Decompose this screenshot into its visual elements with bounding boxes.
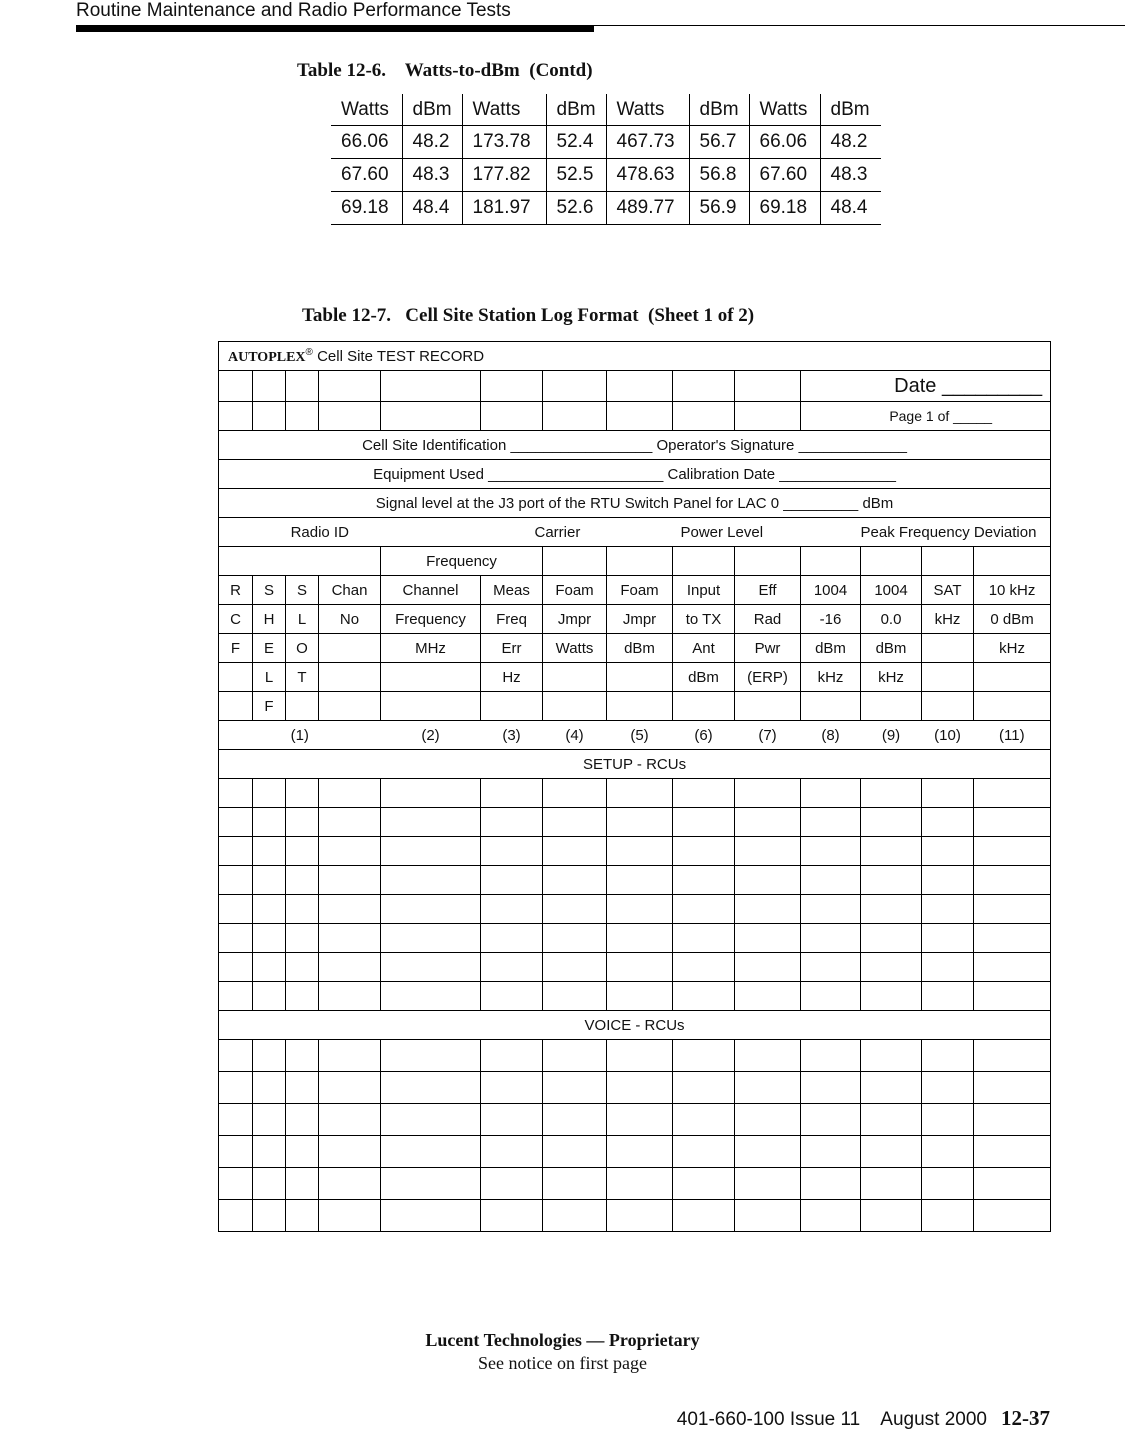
col-label: Foam xyxy=(607,576,673,605)
cell-site-row xyxy=(219,431,1051,460)
col-label: dBm xyxy=(861,634,922,663)
col-label xyxy=(801,692,861,721)
voice-rcus-label: VOICE - RCUs xyxy=(219,1011,1051,1040)
table-cell: 489.77 xyxy=(606,192,689,225)
table-cell: 48.4 xyxy=(402,192,462,225)
col-number: (7) xyxy=(735,721,801,750)
col-label: Chan xyxy=(319,576,381,605)
blank-row[interactable] xyxy=(219,779,1051,808)
blank-row[interactable] xyxy=(219,1040,1051,1072)
col-label xyxy=(219,692,253,721)
col-label: Jmpr xyxy=(543,605,607,634)
col-number: (1) xyxy=(219,721,381,750)
col-label xyxy=(286,692,319,721)
table-cell: 48.2 xyxy=(402,126,462,159)
col-label xyxy=(219,663,253,692)
col-label: S xyxy=(253,576,286,605)
running-header: Routine Maintenance and Radio Performance Tests xyxy=(76,0,511,21)
col-label: L xyxy=(286,605,319,634)
blank-row[interactable] xyxy=(219,953,1051,982)
autoplex-brand: AUTOPLEX xyxy=(228,349,306,365)
col-label-row xyxy=(219,605,1051,634)
col-number: (10) xyxy=(922,721,974,750)
col-header: dBm xyxy=(402,94,462,126)
col-label xyxy=(319,692,381,721)
col-label-row xyxy=(219,576,1051,605)
col-label: R xyxy=(219,576,253,605)
header-rule-thin xyxy=(594,25,1125,26)
station-log-form xyxy=(218,341,1051,1232)
col-label: to TX xyxy=(673,605,735,634)
table-12-6-caption: Table 12-6. Watts-to-dBm (Contd) xyxy=(297,60,593,81)
blank-row[interactable] xyxy=(219,924,1051,953)
col-label: Freq xyxy=(481,605,543,634)
col-label xyxy=(543,663,607,692)
col-number: (4) xyxy=(543,721,607,750)
table-row xyxy=(331,192,881,225)
header-rule-thick xyxy=(76,25,594,32)
table-row xyxy=(331,126,881,159)
table-cell: 67.60 xyxy=(749,159,820,192)
voice-section-row xyxy=(219,1011,1051,1040)
table-cell: 173.78 xyxy=(462,126,546,159)
page-field[interactable]: Page 1 of _____ xyxy=(801,402,1051,431)
col-label: -16 xyxy=(801,605,861,634)
table-cell: 69.18 xyxy=(749,192,820,225)
col-label: C xyxy=(219,605,253,634)
col-number: (6) xyxy=(673,721,735,750)
col-header: Watts xyxy=(606,94,689,126)
signal-row xyxy=(219,489,1051,518)
col-header: dBm xyxy=(546,94,606,126)
col-label xyxy=(607,692,673,721)
col-label: dBm xyxy=(607,634,673,663)
col-label: Frequency xyxy=(381,605,481,634)
page-row xyxy=(219,402,1051,431)
date-row xyxy=(219,371,1051,402)
col-label xyxy=(922,663,974,692)
record-title: Cell Site TEST RECORD xyxy=(312,347,485,365)
col-label: dBm xyxy=(673,663,735,692)
col-label: No xyxy=(319,605,381,634)
table-cell: 56.8 xyxy=(689,159,749,192)
col-label: 0 dBm xyxy=(974,605,1051,634)
col-label-row xyxy=(219,692,1051,721)
blank-row[interactable] xyxy=(219,808,1051,837)
col-label: dBm xyxy=(801,634,861,663)
watts-to-dbm-table xyxy=(331,94,881,225)
equipment-row xyxy=(219,460,1051,489)
col-label: 0.0 xyxy=(861,605,922,634)
col-number: (9) xyxy=(861,721,922,750)
col-header: Watts xyxy=(331,94,402,126)
col-label: 1004 xyxy=(801,576,861,605)
blank-row[interactable] xyxy=(219,1072,1051,1104)
equipment-line[interactable]: Equipment Used _____________________ Calibration Date ______________ xyxy=(219,460,1051,489)
table-cell: 48.4 xyxy=(820,192,881,225)
col-label: Pwr xyxy=(735,634,801,663)
col-label xyxy=(974,692,1051,721)
power-level-header: Power Level xyxy=(673,518,861,547)
col-number-row xyxy=(219,721,1051,750)
col-header: dBm xyxy=(689,94,749,126)
col-label: kHz xyxy=(974,634,1051,663)
blank-row[interactable] xyxy=(219,982,1051,1011)
table-cell: 69.18 xyxy=(331,192,402,225)
table-cell: 56.9 xyxy=(689,192,749,225)
col-label: kHz xyxy=(922,605,974,634)
cell-site-id-line[interactable]: Cell Site Identification _________________ Operator's Signature _____________ xyxy=(219,431,1051,460)
blank-row[interactable] xyxy=(219,866,1051,895)
col-label: kHz xyxy=(861,663,922,692)
col-label xyxy=(974,663,1051,692)
col-label: S xyxy=(286,576,319,605)
col-label-row xyxy=(219,663,1051,692)
table-cell: 181.97 xyxy=(462,192,546,225)
col-label: F xyxy=(219,634,253,663)
radio-id-header: Radio ID xyxy=(219,518,481,547)
col-label: E xyxy=(253,634,286,663)
blank-row[interactable] xyxy=(219,1168,1051,1200)
col-label: Jmpr xyxy=(607,605,673,634)
table-cell: 52.4 xyxy=(546,126,606,159)
col-label: (ERP) xyxy=(735,663,801,692)
col-label-row xyxy=(219,634,1051,663)
footer-doc-info xyxy=(677,1406,1050,1431)
table-cell: 467.73 xyxy=(606,126,689,159)
table-12-7-caption: Table 12-7. Cell Site Station Log Format (Sheet 1 of 2) xyxy=(302,305,755,326)
col-label: Rad xyxy=(735,605,801,634)
col-label: O xyxy=(286,634,319,663)
col-label: Hz xyxy=(481,663,543,692)
footer-company: Lucent Technologies — Proprietary xyxy=(425,1330,700,1350)
col-label xyxy=(607,663,673,692)
col-label xyxy=(319,634,381,663)
col-label: Ant xyxy=(673,634,735,663)
col-label xyxy=(319,663,381,692)
doc-issue-date: 401-660-100 Issue 11 August 2000 xyxy=(676,1409,987,1430)
col-label: Foam xyxy=(543,576,607,605)
col-header: dBm xyxy=(820,94,881,126)
col-label xyxy=(922,692,974,721)
table-cell: 56.7 xyxy=(689,126,749,159)
col-number: (8) xyxy=(801,721,861,750)
table-cell: 478.63 xyxy=(606,159,689,192)
table-cell: 48.2 xyxy=(820,126,881,159)
form-title-row xyxy=(219,342,1051,371)
col-label xyxy=(861,692,922,721)
table-cell: 52.5 xyxy=(546,159,606,192)
setup-rcus-label: SETUP - RCUs xyxy=(219,750,1051,779)
footer-notice: See notice on first page xyxy=(478,1353,647,1373)
col-label xyxy=(381,692,481,721)
col-label: SAT xyxy=(922,576,974,605)
table-cell: 52.6 xyxy=(546,192,606,225)
col-number: (2) xyxy=(381,721,481,750)
col-header: Watts xyxy=(462,94,546,126)
table-header-row xyxy=(331,94,881,126)
table-cell: 66.06 xyxy=(331,126,402,159)
table-row xyxy=(331,159,881,192)
carrier-header: Carrier xyxy=(481,518,673,547)
col-label xyxy=(922,634,974,663)
col-label xyxy=(735,692,801,721)
table-cell: 67.60 xyxy=(331,159,402,192)
col-label xyxy=(543,692,607,721)
col-label: Channel xyxy=(381,576,481,605)
col-label xyxy=(481,692,543,721)
col-label: F xyxy=(253,692,286,721)
col-label: MHz xyxy=(381,634,481,663)
col-label: Input xyxy=(673,576,735,605)
col-label: kHz xyxy=(801,663,861,692)
col-label: Meas xyxy=(481,576,543,605)
table-cell: 177.82 xyxy=(462,159,546,192)
group-header-row xyxy=(219,518,1051,547)
col-number: (5) xyxy=(607,721,673,750)
frequency-label: Frequency xyxy=(381,547,543,576)
col-number: (11) xyxy=(974,721,1051,750)
col-label: Err xyxy=(481,634,543,663)
col-label: T xyxy=(286,663,319,692)
col-label: Watts xyxy=(543,634,607,663)
col-label: 10 kHz xyxy=(974,576,1051,605)
blank-row[interactable] xyxy=(219,1200,1051,1232)
setup-section-row xyxy=(219,750,1051,779)
table-cell: 48.3 xyxy=(820,159,881,192)
col-label: 1004 xyxy=(861,576,922,605)
registered-mark: ® xyxy=(305,346,313,358)
col-number: (3) xyxy=(481,721,543,750)
frequency-row xyxy=(219,547,1051,576)
page-number: 12-37 xyxy=(1001,1406,1050,1430)
blank-row[interactable] xyxy=(219,837,1051,866)
signal-level-line[interactable]: Signal level at the J3 port of the RTU Switch Panel for LAC 0 _________ dBm xyxy=(219,489,1051,518)
table-cell: 66.06 xyxy=(749,126,820,159)
peak-deviation-header: Peak Frequency Deviation xyxy=(861,518,1051,547)
col-label: Eff xyxy=(735,576,801,605)
blank-row[interactable] xyxy=(219,1104,1051,1136)
col-label: L xyxy=(253,663,286,692)
date-field[interactable]: Date _________ xyxy=(801,371,1051,402)
form-title xyxy=(219,342,1051,371)
blank-row[interactable] xyxy=(219,895,1051,924)
table-cell: 48.3 xyxy=(402,159,462,192)
col-label xyxy=(381,663,481,692)
col-label: H xyxy=(253,605,286,634)
col-label xyxy=(673,692,735,721)
blank-row[interactable] xyxy=(219,1136,1051,1168)
col-header: Watts xyxy=(749,94,820,126)
